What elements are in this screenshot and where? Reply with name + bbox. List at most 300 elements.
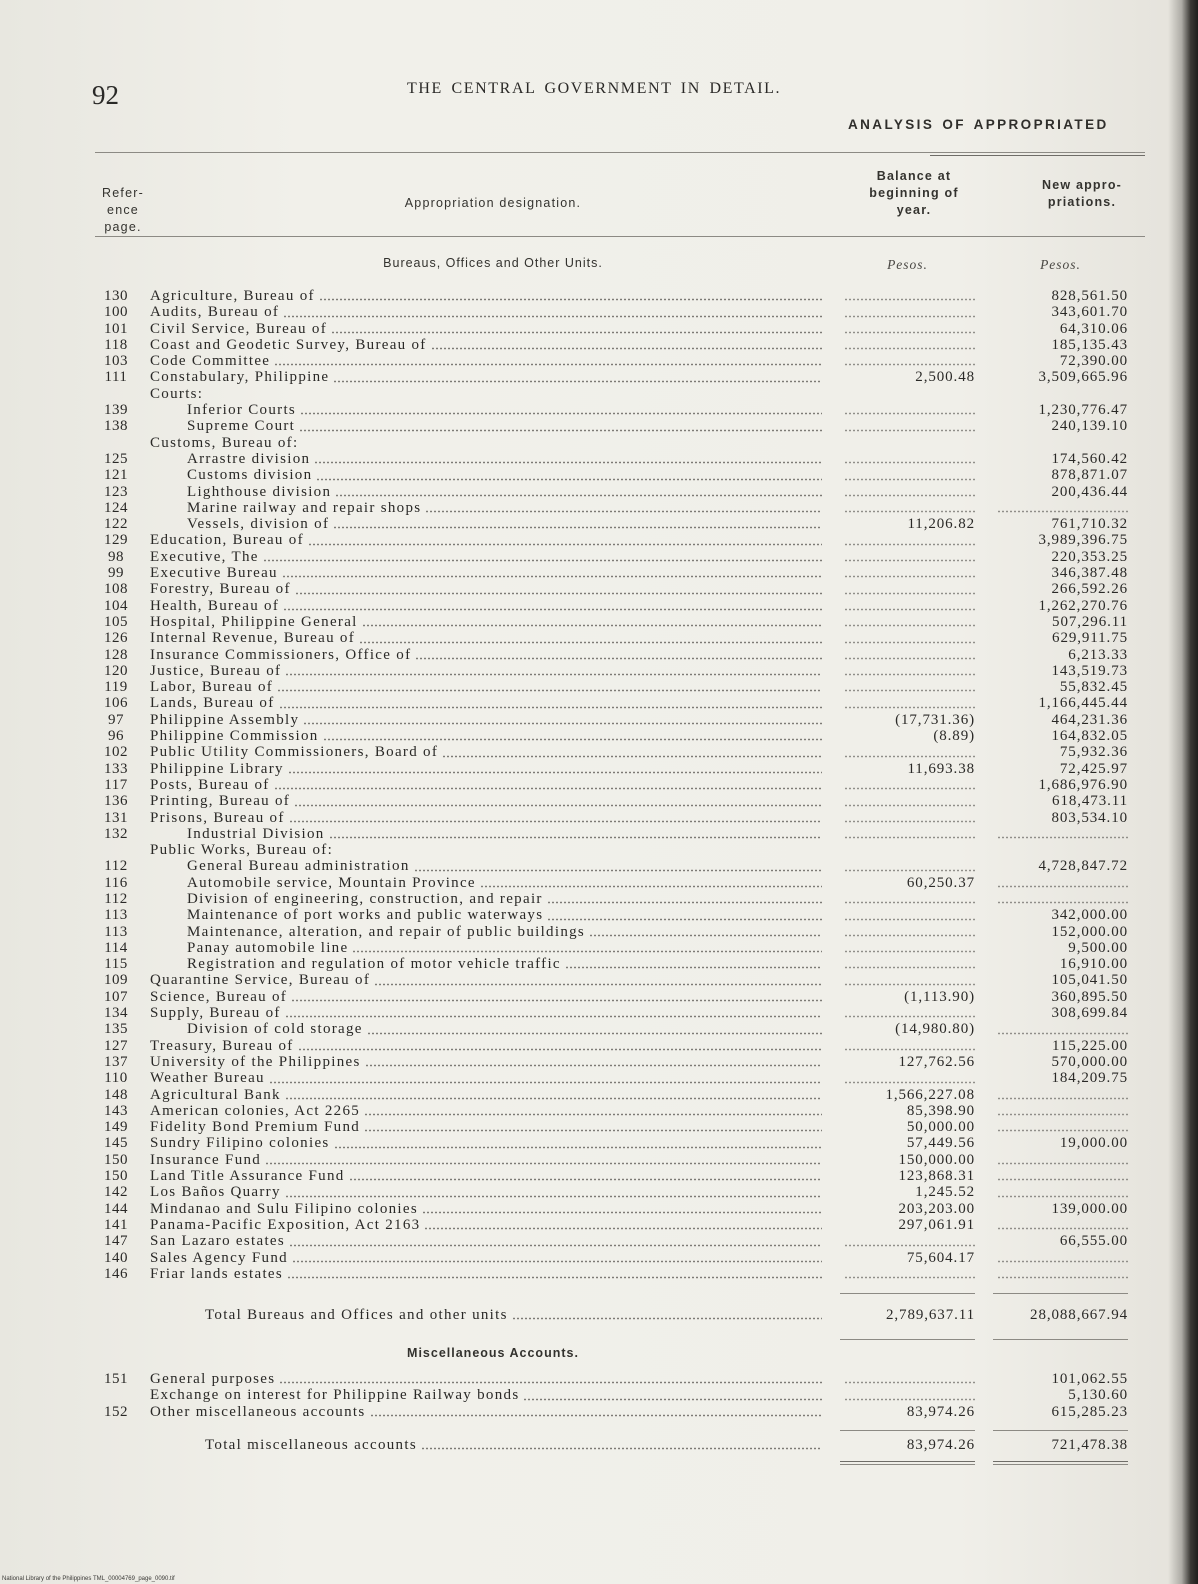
leader-dots — [314, 461, 822, 464]
leader-dots — [331, 331, 822, 334]
leader-dots — [288, 771, 822, 774]
designation-text: Agriculture, Bureau of — [150, 288, 315, 304]
table-row — [0, 532, 1198, 548]
new-appropriation-cell: 629,911.75 — [1052, 630, 1128, 647]
new-appropriation-cell — [993, 875, 1128, 891]
balance-at-beginning-cell — [840, 1070, 975, 1086]
new-appropriation-cell: 55,832.45 — [1059, 679, 1128, 696]
leader-dots — [844, 673, 975, 676]
leader-dots — [300, 412, 822, 415]
table-row — [0, 1005, 1198, 1021]
leader-dots — [424, 1227, 822, 1230]
leader-dots — [442, 755, 822, 758]
appropriation-designation-cell — [150, 744, 822, 760]
appropriation-designation-cell — [150, 777, 822, 793]
balance-at-beginning-cell: (1,113.90) — [904, 988, 975, 1005]
appropriation-designation-cell — [150, 647, 822, 663]
reference-page-cell: 135 — [104, 1021, 128, 1038]
new-appropriation-cell: 1,166,445.44 — [1038, 695, 1128, 712]
new-appropriation-cell: 343,601.70 — [1051, 304, 1128, 321]
appropriation-designation-cell — [150, 1184, 822, 1200]
reference-page-cell: 147 — [104, 1233, 128, 1250]
appropriation-designation-cell — [150, 337, 822, 353]
designation-text: Sales Agency Fund — [150, 1249, 288, 1266]
appropriation-designation-cell — [150, 1054, 822, 1070]
table-row — [0, 1184, 1198, 1200]
reference-page-cell: 152 — [104, 1403, 128, 1420]
total-row — [0, 1307, 1198, 1323]
reference-page-cell: 145 — [104, 1135, 128, 1152]
appropriation-designation-cell — [150, 842, 822, 858]
new-appropriation-cell: 185,135.43 — [1051, 336, 1128, 353]
table-row — [0, 353, 1198, 369]
table-row — [0, 1152, 1198, 1168]
appropriation-designation-cell — [150, 989, 822, 1005]
reference-page-cell: 104 — [104, 597, 128, 614]
appropriation-designation-cell — [150, 288, 822, 304]
header-line: beginning of — [869, 186, 959, 200]
designation-text: Posts, Bureau of — [150, 776, 270, 793]
leader-dots — [359, 641, 822, 644]
balance-at-beginning-cell — [840, 321, 975, 337]
appropriation-designation-cell — [187, 418, 822, 434]
group-heading-row — [0, 386, 1198, 402]
header-line: page. — [104, 220, 142, 234]
leader-dots — [997, 901, 1128, 904]
appropriation-designation-cell — [150, 728, 822, 744]
table-row — [0, 1387, 1198, 1403]
designation-text: Executive Bureau — [150, 565, 278, 582]
leader-dots — [844, 347, 975, 350]
reference-page-cell: 127 — [104, 1037, 128, 1054]
designation-text: American colonies, Act 2265 — [150, 1102, 361, 1119]
designation-text: Land Title Assurance Fund — [150, 1168, 345, 1185]
table-row — [0, 647, 1198, 663]
designation-text: Lighthouse division — [187, 483, 332, 500]
leader-dots — [997, 836, 1128, 839]
appropriation-designation-cell — [150, 695, 822, 711]
new-appropriation-cell: 1,230,776.47 — [1038, 402, 1128, 419]
designation-text: Insurance Commissioners, Office of — [150, 646, 412, 663]
leader-dots — [844, 755, 975, 758]
scan-footer-credit: National Library of the Philippines TML_00004769_page_0090.tif — [2, 1576, 175, 1582]
designation-text: Mindanao and Sulu Filipino colonies — [150, 1200, 418, 1217]
leader-dots — [362, 624, 822, 627]
leader-dots — [844, 657, 975, 660]
reference-page-cell: 140 — [104, 1249, 128, 1266]
reference-page-cell: 120 — [104, 662, 128, 679]
reference-page-cell: 149 — [104, 1119, 128, 1136]
appropriation-designation-cell — [150, 304, 822, 320]
table-row — [0, 1250, 1198, 1266]
designation-text: Quarantine Service, Bureau of — [150, 972, 371, 989]
unit-label-new: Pesos. — [1040, 257, 1081, 272]
double-rule — [840, 1461, 975, 1462]
reference-page-cell: 99 — [108, 565, 124, 582]
section-heading-miscellaneous: Miscellaneous Accounts. — [407, 1346, 579, 1360]
designation-text: Health, Bureau of — [150, 597, 280, 614]
double-rule — [993, 1461, 1128, 1462]
leader-dots — [289, 820, 822, 823]
leader-dots — [997, 1097, 1128, 1100]
table-row — [0, 1168, 1198, 1184]
appropriation-designation-cell — [150, 1201, 822, 1217]
leader-dots — [335, 494, 822, 497]
reference-page-cell: 139 — [104, 402, 128, 419]
unit-label-balance: Pesos. — [887, 257, 928, 272]
leader-dots — [844, 363, 975, 366]
designation-text: Panay automobile line — [187, 939, 349, 956]
balance-at-beginning-cell — [840, 467, 975, 483]
balance-at-beginning-cell — [840, 695, 975, 711]
designation-text: Code Committee — [150, 353, 271, 370]
leader-dots — [283, 315, 822, 318]
balance-at-beginning-cell — [840, 500, 975, 516]
leader-dots — [319, 298, 822, 301]
leader-dots — [844, 966, 975, 969]
leader-dots — [415, 657, 822, 660]
reference-page-cell: 117 — [104, 776, 128, 793]
appropriation-designation-cell — [187, 826, 822, 842]
balance-at-beginning-cell — [840, 1233, 975, 1249]
balance-at-beginning-cell — [840, 744, 975, 760]
leader-dots — [844, 461, 975, 464]
reference-page-cell: 119 — [104, 679, 128, 696]
new-appropriation-cell — [993, 1087, 1128, 1103]
designation-text: Treasury, Bureau of — [150, 1037, 294, 1054]
table-row — [0, 1038, 1198, 1054]
appropriation-designation-cell — [187, 924, 822, 940]
appropriation-designation-cell — [187, 451, 822, 467]
new-appropriation-cell: 220,353.25 — [1051, 548, 1128, 565]
designation-text: Weather Bureau — [150, 1070, 265, 1087]
reference-page-cell: 151 — [104, 1371, 128, 1387]
new-appropriation-cell: 618,473.11 — [1052, 793, 1128, 810]
appropriation-designation-cell — [150, 1087, 822, 1103]
designation-text: Supreme Court — [187, 418, 296, 435]
header-line: Refer- — [102, 186, 144, 200]
designation-text: Other miscellaneous accounts — [150, 1403, 366, 1420]
appropriation-designation-cell — [150, 1070, 822, 1086]
leader-dots — [512, 1317, 822, 1320]
reference-page-cell: 141 — [104, 1216, 128, 1233]
table-row — [0, 972, 1198, 988]
appropriation-designation-cell — [187, 467, 822, 483]
leader-dots — [844, 901, 975, 904]
table-row — [0, 924, 1198, 940]
leader-dots — [287, 1276, 822, 1279]
balance-at-beginning-cell — [840, 907, 975, 923]
table-row — [0, 598, 1198, 614]
leader-dots — [422, 1211, 822, 1214]
leader-dots — [279, 706, 822, 709]
new-appropriation-cell: 464,231.36 — [1051, 711, 1128, 728]
designation-text: Internal Revenue, Bureau of — [150, 630, 356, 647]
subtotal-rule — [840, 1293, 975, 1294]
reference-page-cell: 100 — [104, 304, 128, 321]
table-row — [0, 1103, 1198, 1119]
leader-dots — [844, 1244, 975, 1247]
reference-page-cell: 144 — [104, 1200, 128, 1217]
balance-at-beginning-cell — [840, 549, 975, 565]
table-row — [0, 418, 1198, 434]
table-row — [0, 1070, 1198, 1086]
designation-text: Marine railway and repair shops — [187, 499, 422, 516]
subtotal-rule — [993, 1293, 1128, 1294]
balance-at-beginning-cell — [840, 630, 975, 646]
balance-at-beginning-cell: 297,061.91 — [898, 1216, 975, 1233]
appropriation-designation-cell — [205, 1437, 822, 1453]
leader-dots — [844, 592, 975, 595]
leader-dots — [364, 1113, 822, 1116]
table-row — [0, 516, 1198, 532]
leader-dots — [844, 918, 975, 921]
leader-dots — [421, 1447, 822, 1450]
leader-dots — [844, 1015, 975, 1018]
new-appropriation-cell: 6,213.33 — [1068, 646, 1128, 663]
reference-page-cell: 143 — [104, 1102, 128, 1119]
balance-at-beginning-cell: 2,789,637.11 — [886, 1307, 975, 1323]
balance-at-beginning-cell — [840, 793, 975, 809]
new-appropriation-cell: 72,425.97 — [1059, 760, 1128, 777]
balance-at-beginning-cell — [840, 288, 975, 304]
table-row — [0, 858, 1198, 874]
double-rule — [993, 1464, 1128, 1465]
leader-dots — [523, 1398, 822, 1401]
appropriation-designation-cell — [150, 614, 822, 630]
leader-dots — [844, 1048, 975, 1051]
balance-at-beginning-cell — [840, 581, 975, 597]
appropriation-designation-cell — [150, 663, 822, 679]
new-appropriation-cell: 1,262,270.76 — [1038, 597, 1128, 614]
leader-dots — [414, 869, 822, 872]
balance-at-beginning-cell — [840, 614, 975, 630]
leader-dots — [274, 787, 822, 790]
appropriation-designation-cell — [187, 907, 822, 923]
leader-dots — [589, 934, 822, 937]
reference-page-cell: 113 — [104, 907, 128, 924]
leader-dots — [431, 347, 822, 350]
leader-dots — [844, 412, 975, 415]
leader-dots — [844, 543, 975, 546]
table-row — [0, 891, 1198, 907]
balance-at-beginning-cell: 57,449.56 — [906, 1135, 975, 1152]
designation-text: Maintenance of port works and public waterways — [187, 907, 544, 924]
leader-dots — [844, 820, 975, 823]
header-line: year. — [896, 203, 932, 217]
balance-at-beginning-cell — [840, 647, 975, 663]
leader-dots — [997, 1032, 1128, 1035]
table-row — [0, 875, 1198, 891]
appropriation-designation-cell — [150, 712, 822, 728]
new-appropriation-cell: 152,000.00 — [1051, 923, 1128, 940]
new-appropriation-cell: 19,000.00 — [1059, 1135, 1128, 1152]
leader-dots — [997, 1227, 1128, 1230]
leader-dots — [844, 1276, 975, 1279]
table-row — [0, 810, 1198, 826]
reference-page-cell: 118 — [104, 336, 128, 353]
appropriation-designation-cell — [150, 1135, 822, 1151]
header-line: priations. — [1047, 195, 1117, 209]
reference-page-cell: 122 — [104, 516, 128, 533]
new-appropriation-cell: 164,832.05 — [1051, 728, 1128, 745]
appropriation-designation-cell — [150, 761, 822, 777]
reference-page-cell: 109 — [104, 972, 128, 989]
total-label: Total Bureaus and Offices and other units — [205, 1307, 508, 1323]
balance-at-beginning-cell: 85,398.90 — [906, 1102, 975, 1119]
reference-page-cell — [96, 1437, 136, 1453]
leader-dots — [367, 1032, 822, 1035]
leader-dots — [289, 1244, 822, 1247]
designation-text: Friar lands estates — [150, 1265, 284, 1282]
new-appropriation-cell: 828,561.50 — [1051, 288, 1128, 304]
appropriation-designation-cell — [187, 1021, 822, 1037]
reference-page-cell: 131 — [104, 809, 128, 826]
balance-at-beginning-cell: 60,250.37 — [906, 874, 975, 891]
appropriation-designation-cell — [150, 581, 822, 597]
new-appropriation-cell — [993, 1119, 1128, 1135]
balance-at-beginning-cell — [840, 940, 975, 956]
reference-page-cell: 97 — [108, 711, 124, 728]
page-number: 92 — [92, 80, 119, 110]
reference-page-cell: 128 — [104, 646, 128, 663]
balance-at-beginning-cell: 11,206.82 — [907, 516, 975, 533]
leader-dots — [844, 950, 975, 953]
leader-dots — [352, 950, 822, 953]
table-title: ANALYSIS OF APPROPRIATED — [848, 117, 1109, 132]
leader-dots — [364, 1129, 822, 1132]
designation-text: Panama-Pacific Exposition, Act 2163 — [150, 1216, 421, 1233]
leader-dots — [997, 510, 1128, 513]
header-line: Appropriation designation. — [404, 196, 582, 210]
designation-text: Registration and regulation of motor vehicle traffic — [187, 956, 561, 973]
new-appropriation-cell: 115,225.00 — [1052, 1037, 1128, 1054]
leader-dots — [329, 836, 822, 839]
designation-text: Supply, Bureau of — [150, 1005, 281, 1022]
designation-text: Public Works, Bureau of: — [150, 842, 334, 859]
reference-page-cell — [96, 386, 136, 402]
table-row — [0, 1201, 1198, 1217]
miscellaneous-total — [0, 1437, 1198, 1453]
new-appropriation-cell — [993, 1184, 1128, 1200]
designation-text: Maintenance, alteration, and repair of public buildings — [187, 923, 586, 940]
new-appropriation-cell: 346,387.48 — [1051, 565, 1128, 582]
reference-page-cell — [96, 1387, 136, 1403]
leader-dots — [844, 608, 975, 611]
leader-dots — [547, 901, 822, 904]
reference-page-cell: 136 — [104, 793, 128, 810]
table-row — [0, 956, 1198, 972]
leader-dots — [844, 983, 975, 986]
new-appropriation-cell — [993, 1152, 1128, 1168]
column-header-reference-page — [92, 185, 154, 236]
designation-text: General purposes — [150, 1371, 276, 1387]
leader-dots — [303, 722, 822, 725]
leader-dots — [997, 1113, 1128, 1116]
balance-at-beginning-cell — [840, 484, 975, 500]
balance-at-beginning-cell — [840, 663, 975, 679]
new-appropriation-cell: 3,509,665.96 — [1038, 369, 1128, 386]
leader-dots — [282, 575, 822, 578]
appropriation-designation-cell — [187, 891, 822, 907]
balance-at-beginning-cell — [840, 532, 975, 548]
appropriation-designation-cell — [150, 1233, 822, 1249]
balance-at-beginning-cell: 127,762.56 — [898, 1053, 975, 1070]
appropriation-designation-cell — [150, 679, 822, 695]
appropriation-designation-cell — [150, 435, 822, 451]
table-row — [0, 402, 1198, 418]
appropriation-designation-cell — [150, 1038, 822, 1054]
new-appropriation-cell: 761,710.32 — [1051, 516, 1128, 533]
table-row — [0, 777, 1198, 793]
balance-at-beginning-cell: 83,974.26 — [906, 1437, 975, 1453]
new-appropriation-cell: 507,296.11 — [1052, 613, 1128, 630]
designation-text: Customs, Bureau of: — [150, 434, 299, 451]
reference-page-cell: 150 — [104, 1151, 128, 1168]
appropriation-designation-cell — [150, 321, 822, 337]
designation-text: Courts: — [150, 385, 204, 402]
new-appropriation-cell: 4,728,847.72 — [1038, 858, 1128, 875]
reference-page-cell — [96, 1307, 136, 1323]
new-appropriation-cell: 64,310.06 — [1059, 320, 1128, 337]
balance-at-beginning-cell — [840, 810, 975, 826]
total-row — [0, 1437, 1198, 1453]
leader-dots — [425, 510, 822, 513]
leader-dots — [285, 1097, 822, 1100]
appropriation-designation-cell — [187, 940, 822, 956]
new-appropriation-cell: 266,592.26 — [1051, 581, 1128, 598]
appropriation-designation-cell — [150, 793, 822, 809]
designation-text: Vessels, division of — [187, 516, 330, 533]
leader-dots — [333, 380, 822, 383]
reference-page-cell: 142 — [104, 1184, 128, 1201]
leader-dots — [283, 608, 822, 611]
reference-page-cell: 124 — [104, 499, 128, 516]
reference-page-cell: 114 — [104, 939, 128, 956]
leader-dots — [370, 1414, 822, 1417]
leader-dots — [844, 429, 975, 432]
leader-dots — [547, 918, 822, 921]
reference-page-cell: 105 — [104, 613, 128, 630]
table-row — [0, 695, 1198, 711]
table-row — [0, 940, 1198, 956]
designation-text: Division of cold storage — [187, 1021, 363, 1038]
new-appropriation-cell: 66,555.00 — [1059, 1233, 1128, 1250]
balance-at-beginning-cell: 150,000.00 — [898, 1151, 975, 1168]
reference-page-cell: 116 — [104, 874, 128, 891]
reference-page-cell: 138 — [104, 418, 128, 435]
appropriation-designation-cell — [150, 1168, 822, 1184]
new-appropriation-cell: 184,209.75 — [1051, 1070, 1128, 1087]
column-header-balance — [840, 168, 988, 219]
reference-page-cell: 146 — [104, 1265, 128, 1282]
table-row — [0, 793, 1198, 809]
appropriation-designation-cell — [187, 956, 822, 972]
bureaus-table-body — [0, 288, 1198, 1282]
leader-dots — [844, 1381, 975, 1384]
running-head: THE CENTRAL GOVERNMENT IN DETAIL. — [407, 80, 782, 97]
leader-dots — [285, 1195, 822, 1198]
leader-dots — [274, 363, 822, 366]
table-row — [0, 1217, 1198, 1233]
reference-page-cell: 110 — [104, 1070, 128, 1087]
reference-page-cell: 123 — [104, 483, 128, 500]
balance-at-beginning-cell: 11,693.38 — [907, 760, 975, 777]
reference-page-cell: 102 — [104, 744, 128, 761]
appropriation-designation-cell — [205, 1307, 822, 1323]
appropriation-designation-cell — [150, 565, 822, 581]
appropriation-designation-cell — [150, 1152, 822, 1168]
